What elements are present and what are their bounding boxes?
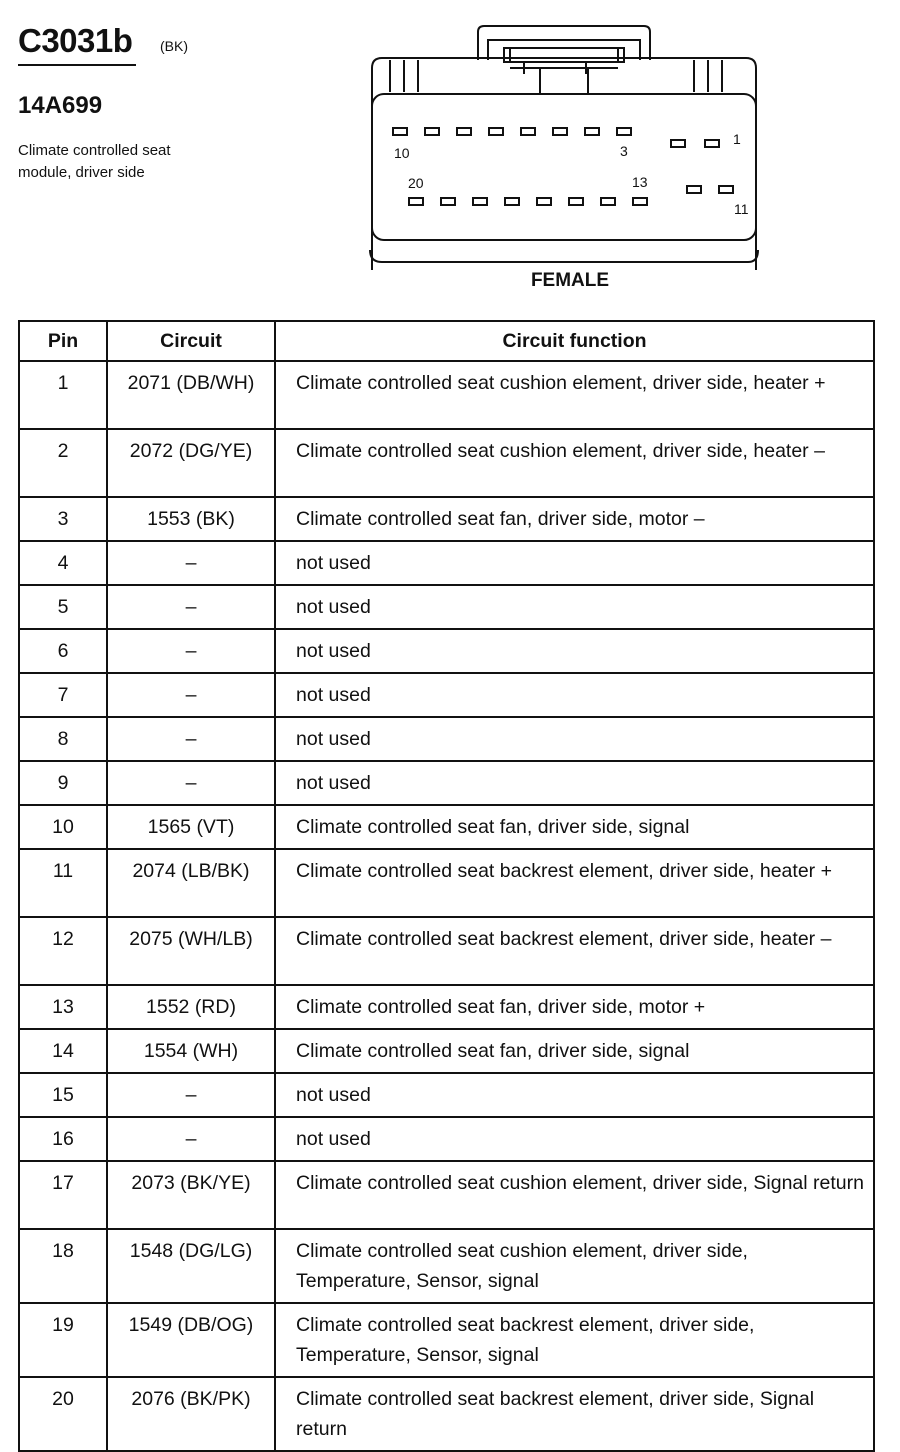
pin-cell: 2 (19, 429, 107, 497)
circuit-cell: – (107, 717, 275, 761)
function-cell: Climate controlled seat fan, driver side, motor – (275, 497, 874, 541)
table-row (19, 1117, 874, 1161)
circuit-cell: – (107, 673, 275, 717)
table-row (19, 1161, 874, 1229)
pin-label-10: 10 (394, 145, 410, 161)
pin-cell: 1 (19, 361, 107, 429)
pin-cavities (393, 128, 733, 205)
function-cell: Climate controlled seat cushion element, driver side, heater – (275, 429, 874, 497)
circuit-cell: – (107, 541, 275, 585)
circuit-cell: – (107, 1117, 275, 1161)
function-cell: Climate controlled seat fan, driver side, signal (275, 805, 874, 849)
table-row (19, 761, 874, 805)
circuit-cell: – (107, 585, 275, 629)
pin-cell: 15 (19, 1073, 107, 1117)
pin-label-11: 11 (734, 201, 749, 217)
pin-cell: 7 (19, 673, 107, 717)
circuit-cell: 1552 (RD) (107, 985, 275, 1029)
pin-cell: 20 (19, 1377, 107, 1451)
part-number: 14A699 (18, 92, 103, 119)
function-cell: Climate controlled seat backrest element, driver side, Temperature, Sensor, signal (275, 1303, 874, 1377)
header-circuit: Circuit (107, 321, 275, 361)
function-cell: Climate controlled seat cushion element, driver side, Signal return (275, 1161, 874, 1229)
circuit-cell: 2073 (BK/YE) (107, 1161, 275, 1229)
table-row (19, 849, 874, 917)
circuit-cell: 1553 (BK) (107, 497, 275, 541)
function-cell: Climate controlled seat backrest element, driver side, heater – (275, 917, 874, 985)
connector-id: C3031b (18, 22, 136, 66)
circuit-cell: 2074 (LB/BK) (107, 849, 275, 917)
circuit-cell: 2075 (WH/LB) (107, 917, 275, 985)
table-row (19, 985, 874, 1029)
pin-label-1: 1 (733, 131, 741, 147)
pin-cell: 18 (19, 1229, 107, 1303)
table-row (19, 541, 874, 585)
table-row (19, 629, 874, 673)
function-cell: Climate controlled seat fan, driver side, motor + (275, 985, 874, 1029)
function-cell: not used (275, 717, 874, 761)
table-row (19, 585, 874, 629)
circuit-cell: 2076 (BK/PK) (107, 1377, 275, 1451)
pin-cell: 8 (19, 717, 107, 761)
circuit-cell: – (107, 761, 275, 805)
table-header-row (19, 321, 874, 361)
function-cell: not used (275, 1117, 874, 1161)
connector-description: Climate controlled seat module, driver side (18, 142, 171, 181)
circuit-cell: 1565 (VT) (107, 805, 275, 849)
pin-cell: 4 (19, 541, 107, 585)
table-row (19, 1073, 874, 1117)
pin-cell: 9 (19, 761, 107, 805)
function-cell: not used (275, 541, 874, 585)
table-row (19, 1377, 874, 1451)
table-row (19, 497, 874, 541)
table-row (19, 917, 874, 985)
table-row (19, 717, 874, 761)
pin-cell: 12 (19, 917, 107, 985)
pin-label-13: 13 (632, 174, 648, 190)
circuit-cell: – (107, 629, 275, 673)
circuit-cell: 1549 (DB/OG) (107, 1303, 275, 1377)
pin-label-20: 20 (408, 175, 424, 191)
connector-view-label: FEMALE (530, 270, 610, 291)
pin-cell: 10 (19, 805, 107, 849)
pin-cell: 6 (19, 629, 107, 673)
pin-cell: 11 (19, 849, 107, 917)
function-cell: not used (275, 761, 874, 805)
table-row (19, 805, 874, 849)
pin-cell: 13 (19, 985, 107, 1029)
table-row (19, 361, 874, 429)
function-cell: Climate controlled seat cushion element, driver side, heater + (275, 361, 874, 429)
circuit-cell: 1548 (DG/LG) (107, 1229, 275, 1303)
pin-cell: 14 (19, 1029, 107, 1073)
function-cell: not used (275, 585, 874, 629)
pin-cell: 19 (19, 1303, 107, 1377)
table-row (19, 1229, 874, 1303)
pin-cell: 17 (19, 1161, 107, 1229)
connector-face-diagram (360, 20, 780, 270)
table-row (19, 1029, 874, 1073)
function-cell: Climate controlled seat backrest element, driver side, Signal return (275, 1377, 874, 1451)
circuit-cell: – (107, 1073, 275, 1117)
pin-cell: 16 (19, 1117, 107, 1161)
function-cell: not used (275, 673, 874, 717)
circuit-cell: 2072 (DG/YE) (107, 429, 275, 497)
connector-color-code: (BK) (160, 38, 188, 54)
function-cell: not used (275, 1073, 874, 1117)
pin-cell: 5 (19, 585, 107, 629)
function-cell: not used (275, 629, 874, 673)
header-circuit-function: Circuit function (275, 321, 874, 361)
pin-label-3: 3 (620, 143, 628, 159)
table-row (19, 1303, 874, 1377)
function-cell: Climate controlled seat backrest element, driver side, heater + (275, 849, 874, 917)
circuit-cell: 1554 (WH) (107, 1029, 275, 1073)
pinout-table (18, 320, 875, 1452)
function-cell: Climate controlled seat fan, driver side, signal (275, 1029, 874, 1073)
function-cell: Climate controlled seat cushion element, driver side, Temperature, Sensor, signal (275, 1229, 874, 1303)
circuit-cell: 2071 (DB/WH) (107, 361, 275, 429)
pin-cell: 3 (19, 497, 107, 541)
table-row (19, 673, 874, 717)
table-row (19, 429, 874, 497)
header-pin: Pin (19, 321, 107, 361)
